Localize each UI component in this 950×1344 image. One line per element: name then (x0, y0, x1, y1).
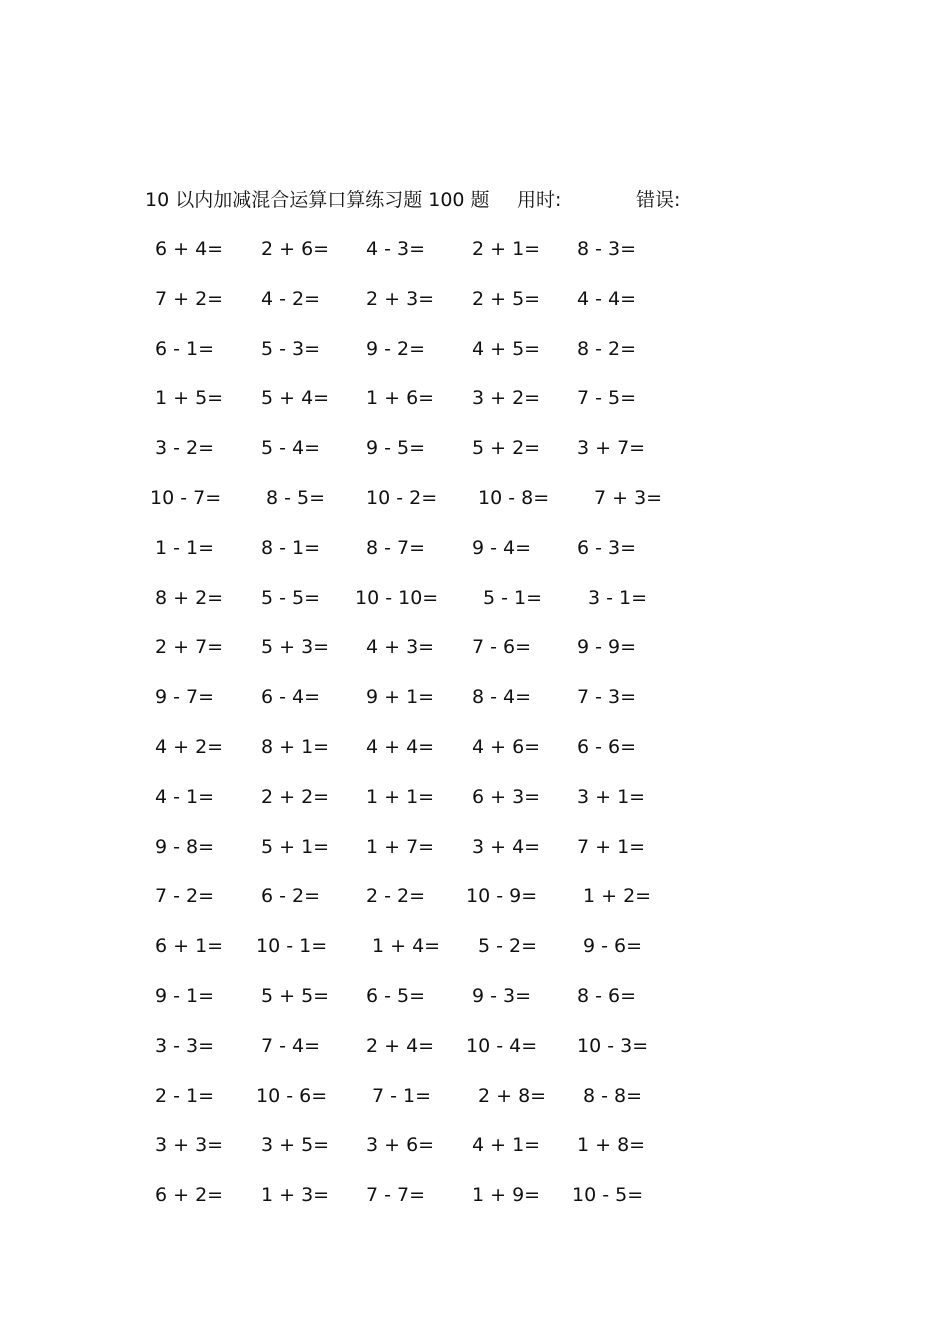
problem-r13-c1: 9 - 8= (155, 836, 215, 858)
problem-r4-c2: 5 + 4= (261, 387, 330, 409)
problem-r10-c2: 6 - 4= (261, 686, 321, 708)
problem-r17-c2: 7 - 4= (261, 1035, 321, 1057)
problem-r7-c4: 9 - 4= (472, 537, 532, 559)
problem-r16-c4: 9 - 3= (472, 985, 532, 1007)
problem-r1-c5: 8 - 3= (577, 238, 637, 260)
problem-r10-c4: 8 - 4= (472, 686, 532, 708)
problem-r5-c1: 3 - 2= (155, 437, 215, 459)
problem-r14-c1: 7 - 2= (155, 885, 215, 907)
problem-r2-c1: 7 + 2= (155, 288, 224, 310)
errors-label: 错误: (636, 189, 681, 211)
problem-r7-c3: 8 - 7= (366, 537, 426, 559)
problem-r17-c4: 10 - 4= (466, 1035, 538, 1057)
problem-r2-c4: 2 + 5= (472, 288, 541, 310)
problem-r14-c3: 2 - 2= (366, 885, 426, 907)
problem-r8-c1: 8 + 2= (155, 587, 224, 609)
problem-r2-c3: 2 + 3= (366, 288, 435, 310)
problem-r15-c5: 9 - 6= (583, 935, 643, 957)
problem-r20-c4: 1 + 9= (472, 1184, 541, 1206)
problem-r15-c4: 5 - 2= (478, 935, 538, 957)
problem-r20-c3: 7 - 7= (366, 1184, 426, 1206)
problem-r11-c2: 8 + 1= (261, 736, 330, 758)
problem-r3-c1: 6 - 1= (155, 338, 215, 360)
problem-r8-c5: 3 - 1= (588, 587, 648, 609)
problem-r9-c3: 4 + 3= (366, 636, 435, 658)
problem-r17-c5: 10 - 3= (577, 1035, 649, 1057)
problem-r6-c2: 8 - 5= (266, 487, 326, 509)
problem-r19-c1: 3 + 3= (155, 1134, 224, 1156)
problem-r9-c2: 5 + 3= (261, 636, 330, 658)
problem-r2-c5: 4 - 4= (577, 288, 637, 310)
problem-r4-c4: 3 + 2= (472, 387, 541, 409)
problem-r19-c3: 3 + 6= (366, 1134, 435, 1156)
problem-r6-c1: 10 - 7= (150, 487, 222, 509)
problem-r20-c2: 1 + 3= (261, 1184, 330, 1206)
problem-r3-c4: 4 + 5= (472, 338, 541, 360)
problem-r1-c3: 4 - 3= (366, 238, 426, 260)
problem-r8-c2: 5 - 5= (261, 587, 321, 609)
problem-r18-c5: 8 - 8= (583, 1085, 643, 1107)
problem-r12-c3: 1 + 1= (366, 786, 435, 808)
problem-r9-c4: 7 - 6= (472, 636, 532, 658)
problem-r12-c4: 6 + 3= (472, 786, 541, 808)
problem-r12-c1: 4 - 1= (155, 786, 215, 808)
problem-r3-c5: 8 - 2= (577, 338, 637, 360)
problem-r4-c5: 7 - 5= (577, 387, 637, 409)
problem-r17-c3: 2 + 4= (366, 1035, 435, 1057)
problem-r11-c4: 4 + 6= (472, 736, 541, 758)
problem-r13-c5: 7 + 1= (577, 836, 646, 858)
problem-r18-c4: 2 + 8= (478, 1085, 547, 1107)
problem-r15-c3: 1 + 4= (372, 935, 441, 957)
problem-r3-c3: 9 - 2= (366, 338, 426, 360)
problem-r6-c5: 7 + 3= (594, 487, 663, 509)
problem-r10-c3: 9 + 1= (366, 686, 435, 708)
problem-r8-c3: 10 - 10= (355, 587, 439, 609)
problem-r16-c5: 8 - 6= (577, 985, 637, 1007)
problem-r14-c5: 1 + 2= (583, 885, 652, 907)
problem-r2-c2: 4 - 2= (261, 288, 321, 310)
problem-r13-c3: 1 + 7= (366, 836, 435, 858)
problem-r12-c5: 3 + 1= (577, 786, 646, 808)
problem-r12-c2: 2 + 2= (261, 786, 330, 808)
problem-r11-c3: 4 + 4= (366, 736, 435, 758)
problem-r6-c4: 10 - 8= (478, 487, 550, 509)
problem-r16-c3: 6 - 5= (366, 985, 426, 1007)
worksheet-title: 10 以内加减混合运算口算练习题 100 题 (145, 189, 490, 211)
problem-r19-c2: 3 + 5= (261, 1134, 330, 1156)
problem-r16-c1: 9 - 1= (155, 985, 215, 1007)
problem-r4-c1: 1 + 5= (155, 387, 224, 409)
problem-r13-c4: 3 + 4= (472, 836, 541, 858)
problem-r16-c2: 5 + 5= (261, 985, 330, 1007)
problem-r9-c5: 9 - 9= (577, 636, 637, 658)
problem-r11-c1: 4 + 2= (155, 736, 224, 758)
problem-r5-c4: 5 + 2= (472, 437, 541, 459)
time-used-label: 用时: (517, 189, 562, 211)
problem-r9-c1: 2 + 7= (155, 636, 224, 658)
problem-r13-c2: 5 + 1= (261, 836, 330, 858)
problem-r20-c1: 6 + 2= (155, 1184, 224, 1206)
problem-r7-c1: 1 - 1= (155, 537, 215, 559)
problem-r14-c4: 10 - 9= (466, 885, 538, 907)
problem-r1-c2: 2 + 6= (261, 238, 330, 260)
problem-r15-c1: 6 + 1= (155, 935, 224, 957)
problem-r18-c1: 2 - 1= (155, 1085, 215, 1107)
problem-r14-c2: 6 - 2= (261, 885, 321, 907)
problem-r5-c5: 3 + 7= (577, 437, 646, 459)
problem-r19-c4: 4 + 1= (472, 1134, 541, 1156)
problem-r10-c1: 9 - 7= (155, 686, 215, 708)
problem-r11-c5: 6 - 6= (577, 736, 637, 758)
problem-r5-c2: 5 - 4= (261, 437, 321, 459)
problem-r18-c3: 7 - 1= (372, 1085, 432, 1107)
problem-r10-c5: 7 - 3= (577, 686, 637, 708)
problem-r1-c1: 6 + 4= (155, 238, 224, 260)
problem-r20-c5: 10 - 5= (572, 1184, 644, 1206)
problem-r8-c4: 5 - 1= (483, 587, 543, 609)
problem-r4-c3: 1 + 6= (366, 387, 435, 409)
problem-r6-c3: 10 - 2= (366, 487, 438, 509)
problem-r3-c2: 5 - 3= (261, 338, 321, 360)
problem-r17-c1: 3 - 3= (155, 1035, 215, 1057)
problem-r1-c4: 2 + 1= (472, 238, 541, 260)
problem-r19-c5: 1 + 8= (577, 1134, 646, 1156)
problem-r5-c3: 9 - 5= (366, 437, 426, 459)
problem-r15-c2: 10 - 1= (256, 935, 328, 957)
problem-r7-c5: 6 - 3= (577, 537, 637, 559)
problem-r7-c2: 8 - 1= (261, 537, 321, 559)
problem-r18-c2: 10 - 6= (256, 1085, 328, 1107)
